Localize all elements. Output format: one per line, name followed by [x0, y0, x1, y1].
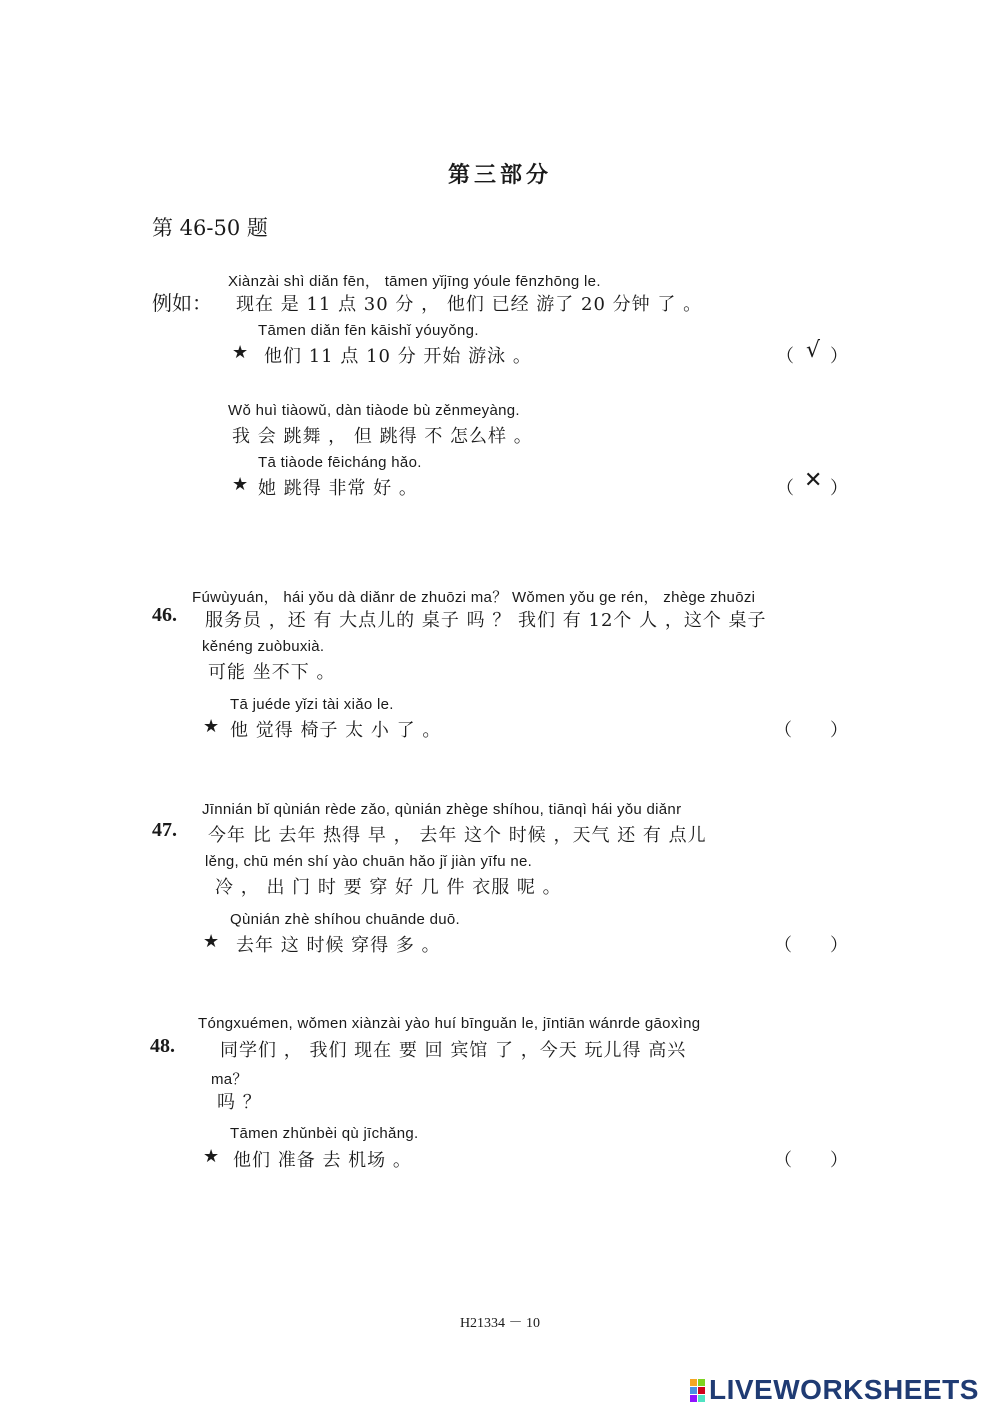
q46-number: 46.: [152, 604, 177, 626]
q46-pinyin-line2: kěnéng zuòbuxià.: [202, 638, 325, 655]
q48-pinyin-line2: ma？: [211, 1071, 248, 1088]
logo-square: [690, 1379, 697, 1386]
q48-sentence-line1: 同学们 ， 我们 现在 要 回 宾馆 了 ，今天 玩儿得 高兴: [220, 1040, 687, 1061]
star-icon: ★: [203, 716, 220, 737]
q48-statement: 他们 准备 去 机场 。: [233, 1150, 412, 1171]
q46-answer-paren-open[interactable]: （: [774, 720, 792, 741]
q48-sentence-line2: 吗 ？: [217, 1092, 262, 1113]
q46-statement-pinyin: Tā juéde yǐzi tài xiǎo le.: [230, 696, 394, 713]
answer-paren-open: （: [776, 346, 794, 367]
star-icon: ★: [203, 931, 220, 952]
example-label: 例如：: [152, 291, 212, 315]
check-mark-icon: √: [806, 338, 821, 363]
cross-mark-icon: ✕: [804, 468, 823, 493]
logo-square: [690, 1387, 697, 1394]
q46-pinyin-line1: Fúwùyuán， hái yǒu dà diǎnr de zhuōzi ma？ Wǒmen yǒu ge rén， zhège zhuōzi: [192, 589, 756, 606]
example1-statement-pinyin: Tāmen diǎn fēn kāishǐ yóuyǒng.: [258, 322, 479, 339]
logo-square: [698, 1379, 705, 1386]
question-range: 第 46-50 题: [152, 216, 268, 240]
q47-statement-pinyin: Qùnián zhè shíhou chuānde duō.: [230, 911, 461, 928]
q46-statement: 他 觉得 椅子 太 小 了 。: [230, 720, 442, 741]
liveworksheets-icon: [690, 1379, 705, 1402]
q48-pinyin-line1: Tóngxuémen, wǒmen xiànzài yào huí bīnguǎn le, jīntiān wánrde gāoxìng: [198, 1015, 701, 1032]
q47-sentence-line1: 今年 比 去年 热得 早 ， 去年 这个 时候 ，天气 还 有 点儿: [208, 825, 707, 846]
answer-paren-open: （: [776, 478, 794, 499]
answer-paren-close: ）: [830, 346, 848, 367]
example2-sentence: 我 会 跳舞 ， 但 跳得 不 怎么样 。: [232, 426, 533, 447]
q48-statement-pinyin: Tāmen zhǔnbèi qù jīchǎng.: [230, 1125, 419, 1142]
example2-statement-pinyin: Tā tiàode fēicháng hǎo.: [258, 454, 422, 471]
q47-number: 47.: [152, 819, 177, 841]
q47-answer-paren-close: ）: [830, 935, 848, 956]
page-footer: H21334 － 10: [459, 1316, 541, 1331]
example1-pinyin: Xiànzài shì diǎn fēn， tāmen yǐjīng yóule fēnzhōng le.: [228, 273, 601, 290]
q48-answer-paren-open[interactable]: （: [774, 1150, 792, 1171]
section-title: 第三部分: [447, 162, 552, 188]
q46-sentence-line1: 服务员 ，还 有 大点儿的 桌子 吗 ？ 我们 有 12个 人 ，这个 桌子: [205, 610, 767, 631]
example1-statement: 他们 11 点 10 分 开始 游泳 。: [264, 346, 532, 367]
logo-square: [698, 1387, 705, 1394]
example2-statement: 她 跳得 非常 好 。: [258, 478, 418, 499]
logo-square: [698, 1395, 705, 1402]
logo-square: [690, 1395, 697, 1402]
q47-statement: 去年 这 时候 穿得 多 。: [236, 935, 441, 956]
q47-pinyin-line1: Jīnnián bǐ qùnián rède zǎo, qùnián zhège shíhou, tiānqì hái yǒu diǎnr: [202, 801, 682, 818]
q46-sentence-line2: 可能 坐不下 。: [208, 662, 336, 683]
star-icon: ★: [232, 342, 249, 363]
q47-pinyin-line2: lěng, chū mén shí yào chuān hǎo jǐ jiàn yīfu ne.: [205, 853, 533, 870]
q48-answer-paren-close: ）: [830, 1150, 848, 1171]
liveworksheets-logo[interactable]: [690, 1373, 979, 1407]
q47-answer-paren-open[interactable]: （: [774, 935, 792, 956]
example2-pinyin: Wǒ huì tiàowǔ, dàn tiàode bù zěnmeyàng.: [228, 402, 520, 419]
example1-sentence: 现在 是 11 点 30 分 ， 他们 已经 游了 20 分钟 了 。: [236, 294, 703, 315]
star-icon: ★: [232, 474, 249, 495]
q48-number: 48.: [150, 1035, 175, 1057]
q46-answer-paren-close: ）: [830, 720, 848, 741]
logo-text: LIVEWORKSHEETS: [709, 1374, 979, 1405]
q47-sentence-line2: 冷 ， 出 门 时 要 穿 好 几 件 衣服 呢 。: [215, 877, 562, 898]
star-icon: ★: [203, 1146, 220, 1167]
answer-paren-close: ）: [830, 478, 848, 499]
